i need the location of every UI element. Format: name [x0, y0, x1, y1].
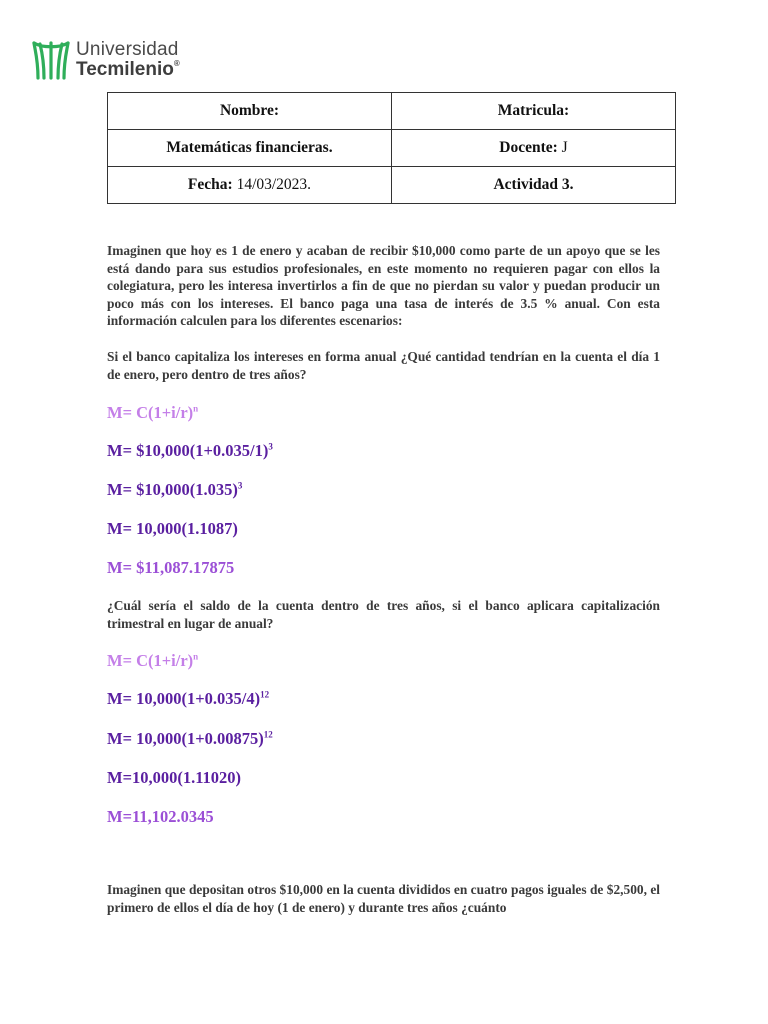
fecha-label: Fecha: [187, 176, 233, 193]
docente-cell [392, 130, 676, 167]
s2-formula-general: $M= C(1+i/r)^n$ [107, 651, 199, 670]
actividad-cell: Actividad 3. [392, 167, 676, 204]
question-3: Imaginen que depositan otros $10,000 en la cuenta divididos en cuatro pagos iguales de $2,500, el primero de ellos el día de hoy (1 de enero) y durante tres años ¿cuánto [107, 882, 660, 915]
university-logo [32, 38, 180, 80]
s1-formula-general: $M= C(1+i/r)^n$ [107, 403, 199, 422]
logo-registered-mark: ® [173, 58, 180, 68]
s2-formula-factor: M=10,000(1.11020) [107, 768, 242, 787]
s1-formula-factor: M= 10,000(1.1087) [107, 519, 238, 538]
s2-formula-substituted: $M= 10,000(1+0.035/4)^{12}$ [107, 689, 270, 708]
logo-line2: Tecmilenio [76, 58, 174, 80]
materia-cell: Matemáticas financieras. [108, 130, 392, 167]
question-1: Si el banco capitaliza los intereses en forma anual ¿Qué cantidad tendrían en la cuenta el día 1 de enero, pero dentro de tres años? [107, 349, 660, 382]
nombre-cell: Nombre: [108, 93, 392, 130]
s1-formula-simplified: $M= \$10,000(1.035)^3$ [107, 480, 243, 499]
matricula-cell: Matricula: [392, 93, 676, 130]
header-table [107, 92, 676, 204]
tecmilenio-logo-icon [32, 38, 70, 80]
question-2: ¿Cuál sería el saldo de la cuenta dentro de tres años, si el banco aplicara capitalización trimestral en lugar de anual? [107, 598, 660, 631]
docente-value: J [557, 139, 568, 156]
s1-formula-substituted: $M= \$10,000(1+0.035/1)^3$ [107, 441, 273, 460]
docente-label: Docente: [499, 139, 558, 156]
s2-formula-simplified: $M= 10,000(1+0.00875)^{12}$ [107, 729, 273, 748]
logo-line1: Universidad [76, 38, 179, 60]
fecha-value: 14/03/2023. [232, 176, 312, 193]
s2-result: M=11,102.0345 [107, 807, 214, 826]
s1-result: M= $11,087.17875 [107, 558, 235, 577]
fecha-cell [108, 167, 392, 204]
intro-paragraph: Imaginen que hoy es 1 de enero y acaban de recibir $10,000 como parte de un apoyo que se les está dando para sus estudios profesionales, en este momento no requieren pagar con ellos la colegiatura, pero les interesa invertirlos a fin de que no pierdan su valor y puedan producir un poco más con los intereses. El banco paga una tasa de interés de 3.5 % anual. Con esta información calculen para los diferentes escenarios: [107, 243, 660, 329]
